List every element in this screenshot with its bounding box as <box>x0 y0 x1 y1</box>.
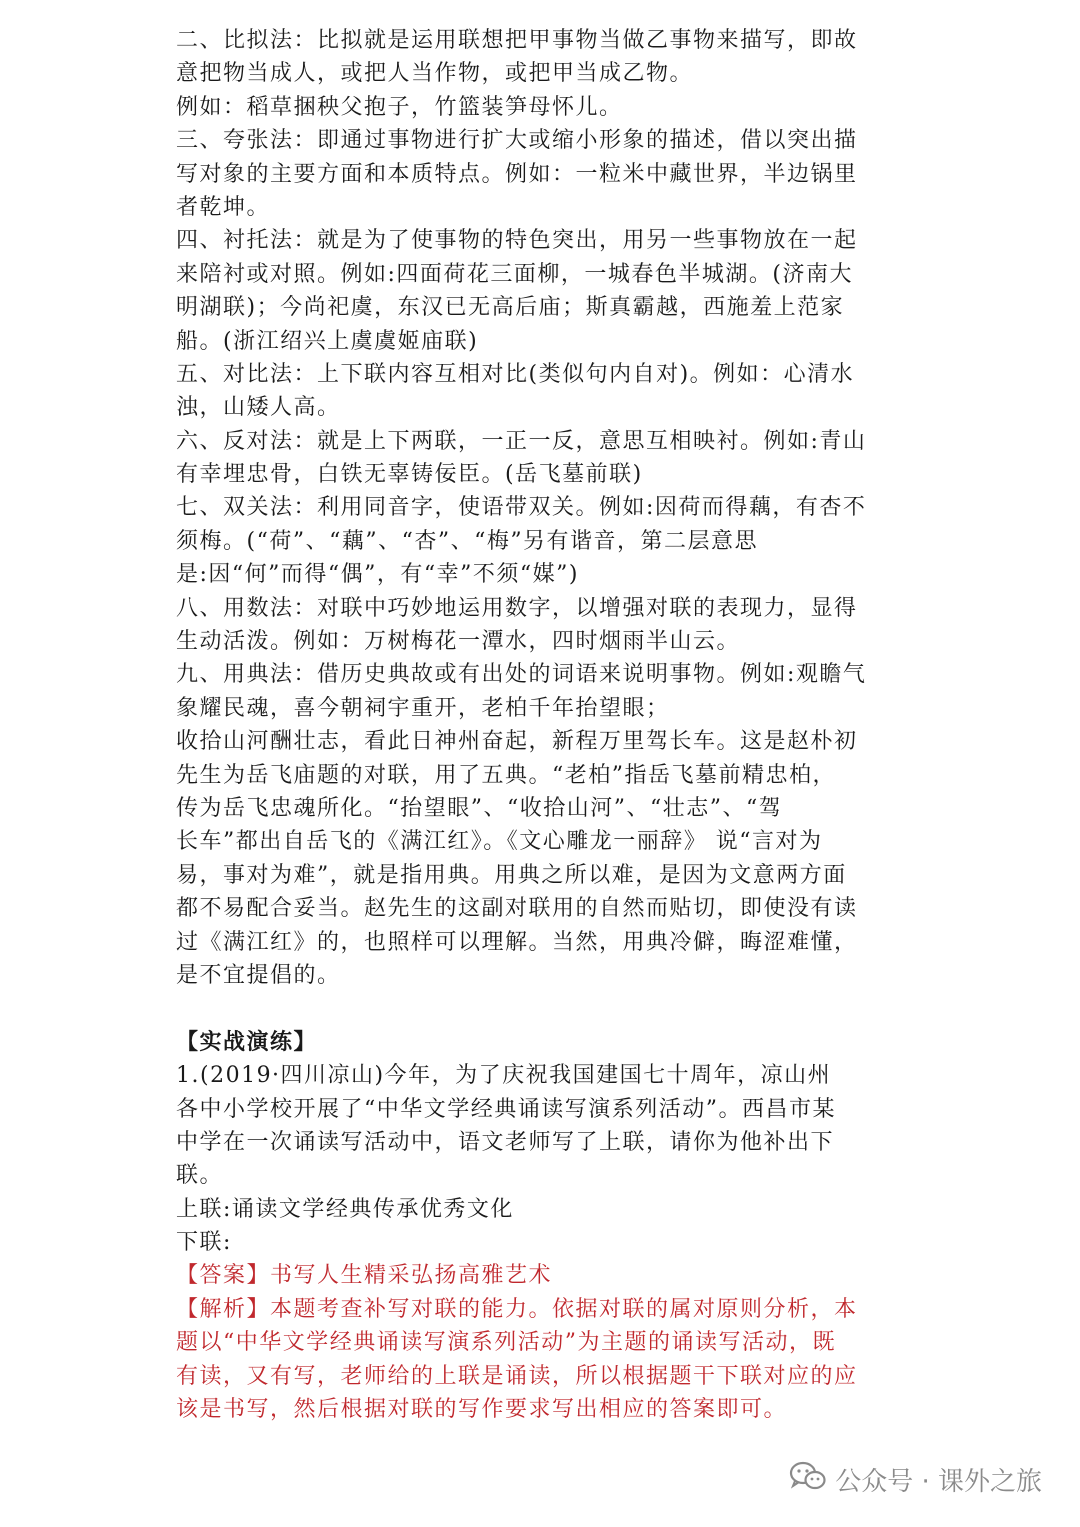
text-line: 二、比拟法：比拟就是运用联想把甲事物当做乙事物来描写，即故 <box>176 28 858 53</box>
text-line: 长车”都出自岳飞的《满江红》。《文心雕龙一丽辞》 说“言对为 <box>176 829 823 855</box>
question-line: 各中小学校开展了“中华文学经典诵读写演系列活动”。西昌市某 <box>176 1096 836 1122</box>
question-block <box>176 1059 906 1259</box>
paragraph-spacer <box>176 992 906 1025</box>
text-line: 须梅。(“荷”、“藕”、“杏”、“梅”另有谐音，第二层意思 <box>176 528 759 554</box>
text-line: 浊，山矮人高。 <box>176 395 341 421</box>
lower-couplet-line: 下联: <box>176 1230 232 1256</box>
text-line: 易，事对为难”，就是指用典。用典之所以难，是因为文意两方面 <box>176 862 847 888</box>
wechat-search-icon <box>789 1460 827 1499</box>
text-line: 九、用典法：借历史典故或有出处的词语来说明事物。例如:观瞻气 <box>176 662 867 688</box>
text-line: 是:因“何”而得“偶”，有“幸”不须“媒”) <box>176 562 579 588</box>
analysis-line: 题以“中华文学经典诵读写演系列活动”为主题的诵读写活动，既 <box>176 1330 836 1356</box>
practice-heading: 【实战演练】 <box>176 1028 318 1055</box>
analysis-line: 【解析】本题考查补写对联的能力。依据对联的属对原则分析，本 <box>176 1296 858 1322</box>
text-line: 三、夸张法：即通过事物进行扩大或缩小形象的描述，借以突出描 <box>176 128 858 154</box>
text-line: 七、双关法：利用同音字，使语带双关。例如:因荷而得藕，有杏不 <box>176 495 867 521</box>
analysis-line: 有读，又有写，老师给的上联是诵读，所以根据题干下联对应的应 <box>176 1363 858 1389</box>
text-line: 明湖联)；今尚祀虞，东汉已无高后庙；斯真霸越，西施羞上范家 <box>176 295 845 321</box>
text-line: 者乾坤。 <box>176 194 271 220</box>
text-line: 意把物当成人，或把人当作物，或把甲当成乙物。 <box>176 61 694 87</box>
text-line: 是不宜提倡的。 <box>176 962 341 988</box>
document-body <box>176 24 906 1426</box>
watermark <box>789 1460 1042 1499</box>
body-paragraphs <box>176 24 906 992</box>
text-line: 写对象的主要方面和本质特点。例如：一粒米中藏世界，半边锅里 <box>176 161 858 187</box>
analysis-line: 该是书写，然后根据对联的写作要求写出相应的答案即可。 <box>176 1397 788 1423</box>
text-line: 生动活泼。例如：万树梅花一潭水，四时烟雨半山云。 <box>176 629 741 655</box>
question-line: 1.(2019·四川凉山)今年，为了庆祝我国建国七十周年，凉山州 <box>176 1063 832 1089</box>
question-line: 联。 <box>176 1163 224 1189</box>
text-line: 八、用数法：对联中巧妙地运用数字，以增强对联的表现力，显得 <box>176 595 858 621</box>
answer-block <box>176 1259 906 1426</box>
text-line: 过《满江红》的，也照样可以理解。当然，用典冷僻，晦涩难懂， <box>176 929 858 955</box>
text-line: 传为岳飞忠魂所化。“抬望眼”、“收拾山河”、“壮志”、“驾 <box>176 795 783 821</box>
text-line: 四、衬托法：就是为了使事物的特色突出，用另一些事物放在一起 <box>176 228 858 254</box>
text-line: 五、对比法：上下联内容互相对比(类似句内自对)。例如：心清水 <box>176 361 855 387</box>
text-line: 有幸埋忠骨，白铁无辜铸佞臣。(岳飞墓前联) <box>176 462 643 488</box>
text-line: 例如：稻草捆秧父抱子，竹篮装笋母怀儿。 <box>176 94 623 120</box>
text-line: 象耀民魂，喜今朝祠宇重开，老柏千年抬望眼； <box>176 695 670 721</box>
text-line: 六、反对法：就是上下两联，一正一反，意思互相映衬。例如:青山 <box>176 428 867 454</box>
answer-line: 【答案】书写人生精采弘扬高雅艺术 <box>176 1263 553 1289</box>
text-line: 船。(浙江绍兴上虞虞姬庙联) <box>176 328 479 354</box>
text-line: 都不易配合妥当。赵先生的这副对联用的自然而贴切，即使没有读 <box>176 896 858 922</box>
text-line: 先生为岳飞庙题的对联，用了五典。“老柏”指岳飞墓前精忠柏， <box>176 762 836 788</box>
text-line: 收拾山河酬壮志，看此日神州奋起，新程万里驾长车。这是赵朴初 <box>176 729 858 755</box>
question-line: 中学在一次诵读写活动中，语文老师写了上联，请你为他补出下 <box>176 1129 835 1155</box>
upper-couplet-line: 上联:诵读文学经典传承优秀文化 <box>176 1196 514 1222</box>
watermark-text: 公众号 · 课外之旅 <box>835 1467 1042 1497</box>
text-line: 来陪衬或对照。例如:四面荷花三面柳，一城春色半城湖。(济南大 <box>176 261 853 287</box>
